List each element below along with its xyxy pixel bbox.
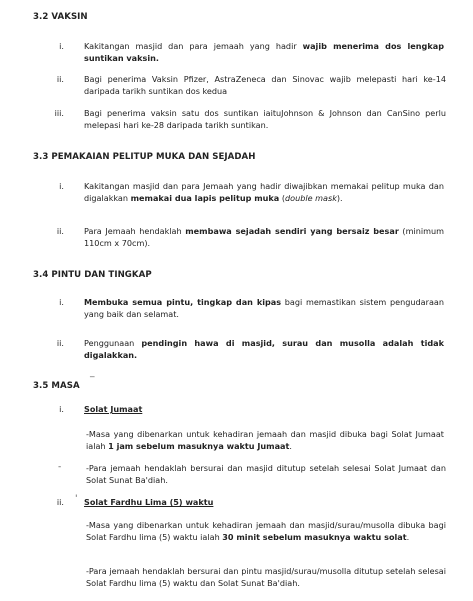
fardhu-paragraph-1: -Masa yang dibenarkan untuk kehadiran jemaah dan masjid/surau/musolla dibuka bagi Solat Fardhu lima (5) waktu ialah 30 minit sebelum masuknya waktu solat. bbox=[86, 520, 446, 542]
item-number: i. bbox=[59, 297, 64, 307]
vaksin-item-1: Kakitangan masjid dan para jemaah yang hadir wajib menerima dos lengkap suntikan vaksin. bbox=[84, 41, 444, 63]
emphasis-text: pendingin hawa di masjid, surau dan musolla adalah tidak digalakkan. bbox=[84, 338, 444, 360]
vaksin-item-3: Bagi penerima vaksin satu dos suntikan iaituJohnson & Johnson dan CanSino perlu melepasi hari ke-28 daripada tarikh suntikan. bbox=[84, 108, 446, 130]
scan-mark: ' bbox=[75, 494, 78, 504]
italic-text: double mask bbox=[284, 193, 337, 203]
item-number: i. bbox=[59, 404, 64, 414]
section-heading-vaksin: 3.2 VAKSIN bbox=[33, 12, 88, 22]
vaksin-item-2: Bagi penerima Vaksin Pfizer, AstraZeneca dan Sinovac wajib melepasti hari ke-14 daripada tarikh suntikan dos kedua bbox=[84, 74, 446, 96]
item-number: iii. bbox=[54, 108, 64, 118]
scan-mark: - bbox=[58, 462, 62, 472]
jumaat-paragraph-2: -Para jemaah hendaklah bersurai dan masjid ditutup setelah selesai Solat Jumaat dan Solat Sunat Ba'diah. bbox=[86, 463, 446, 485]
item-number: i. bbox=[59, 41, 64, 51]
subsection-title-solat-fardhu: Solat Fardhu Lima (5) waktu bbox=[84, 497, 214, 507]
scan-mark: ‾ bbox=[90, 376, 95, 386]
emphasis-text: membawa sejadah sendiri yang bersaiz besar bbox=[185, 226, 399, 236]
subsection-title-solat-jumaat: Solat Jumaat bbox=[84, 404, 143, 414]
emphasis-text: 1 jam sebelum masuknya waktu Jumaat bbox=[108, 441, 290, 451]
section-heading-masa: 3.5 MASA bbox=[33, 381, 80, 391]
item-number: ii. bbox=[56, 497, 64, 507]
item-number: ii. bbox=[56, 338, 64, 348]
pintu-item-2: Penggunaan pendingin hawa di masjid, surau dan musolla adalah tidak digalakkan. bbox=[84, 338, 444, 360]
item-number: ii. bbox=[56, 226, 64, 236]
emphasis-text: memakai dua lapis pelitup muka bbox=[130, 193, 280, 203]
pelitup-item-2: Para Jemaah hendaklah membawa sejadah sendiri yang bersaiz besar (minimum 110cm x 70cm). bbox=[84, 226, 444, 248]
item-number: i. bbox=[59, 181, 64, 191]
pintu-item-1: Membuka semua pintu, tingkap dan kipas bagi memastikan sistem pengudaraan yang baik dan selamat. bbox=[84, 297, 444, 319]
emphasis-text: 30 minit sebelum masuknya waktu solat bbox=[222, 532, 407, 542]
emphasis-text: Membuka semua pintu, tingkap dan kipas bbox=[84, 297, 282, 307]
pelitup-item-1: Kakitangan masjid dan para Jemaah yang hadir diwajibkan memakai pelitup muka dan digalakkan memakai dua lapis pelitup muka (double mask). bbox=[84, 181, 444, 203]
section-heading-pintu-tingkap: 3.4 PINTU DAN TINGKAP bbox=[33, 270, 152, 280]
emphasis-text: wajib menerima dos lengkap suntikan vaksin. bbox=[84, 41, 444, 63]
fardhu-paragraph-2: -Para jemaah hendaklah bersurai dan pintu masjid/surau/musolla ditutup setelah selesai Solat Fardhu lima (5) waktu dan Solat Sunat Ba'diah. bbox=[86, 566, 446, 588]
jumaat-paragraph-1: -Masa yang dibenarkan untuk kehadiran jemaah dan masjid dibuka bagi Solat Jumaat ialah 1 jam sebelum masuknya waktu Jumaat. bbox=[86, 429, 444, 451]
section-heading-pelitup-muka: 3.3 PEMAKAIAN PELITUP MUKA DAN SEJADAH bbox=[33, 152, 256, 162]
item-number: ii. bbox=[56, 74, 64, 84]
